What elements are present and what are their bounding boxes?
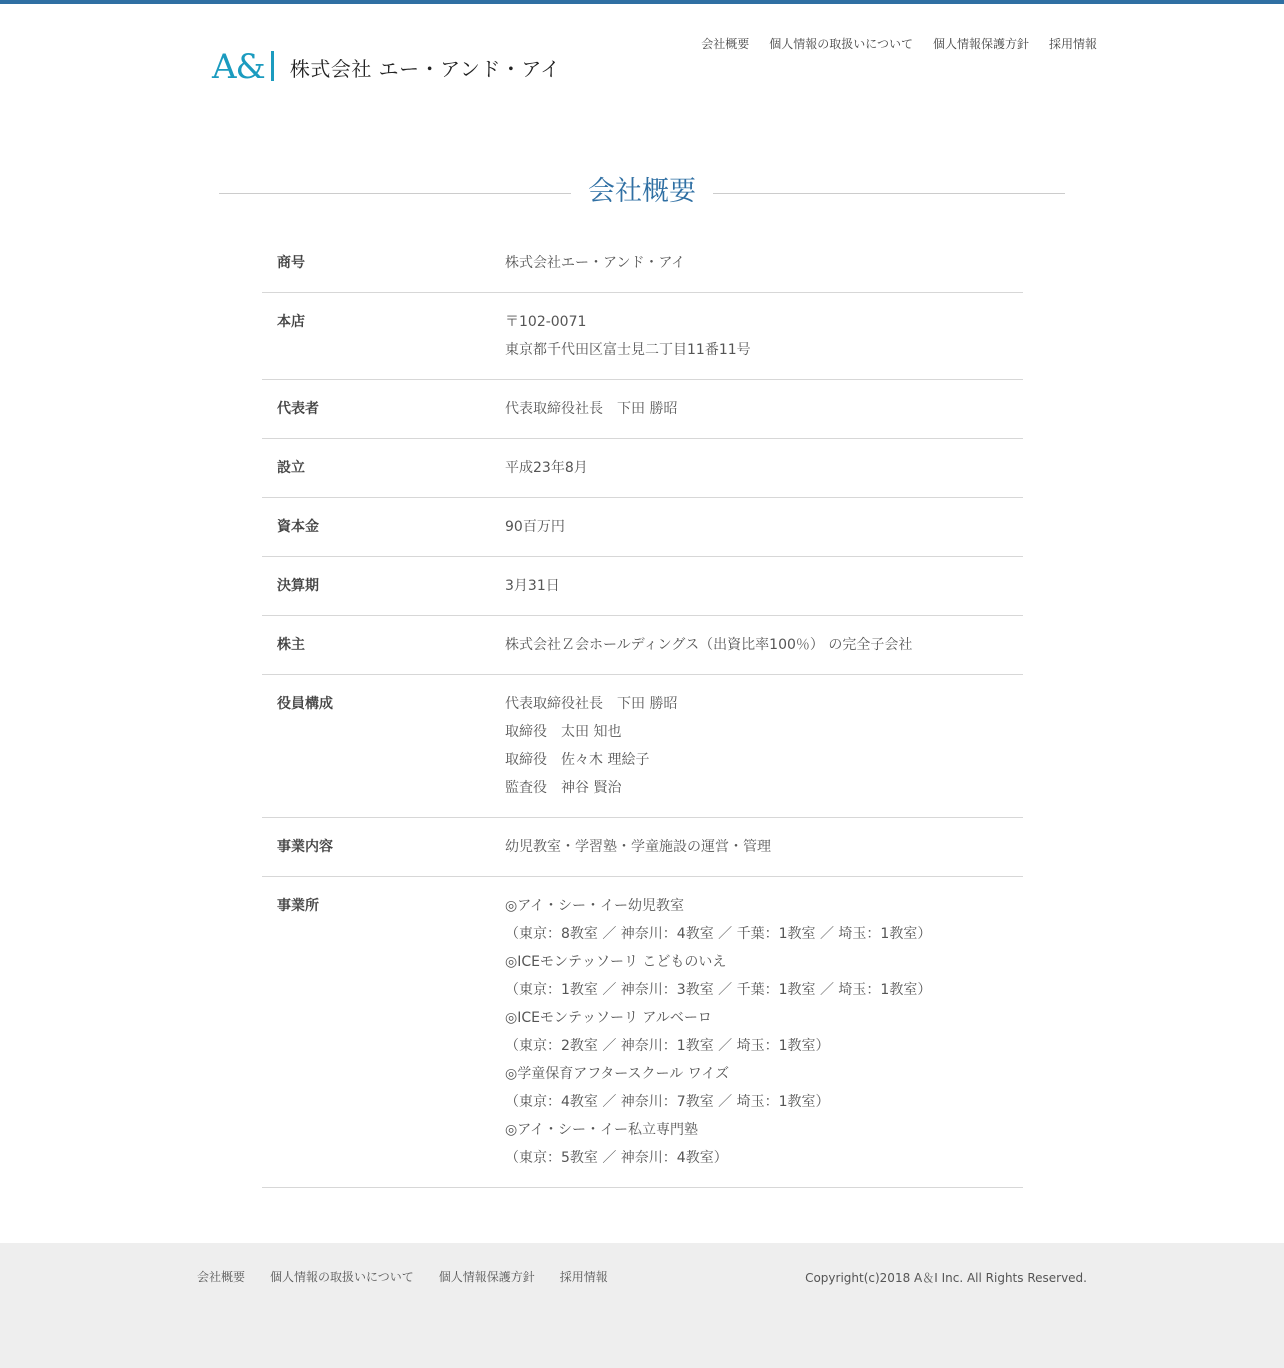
page-title: 会社概要 bbox=[588, 176, 696, 207]
row-value-line: 取締役 太田 知也 bbox=[505, 724, 622, 740]
row-value-line: 株式会社エー・アンド・アイ bbox=[505, 255, 686, 271]
row-value bbox=[505, 572, 1023, 600]
row-value bbox=[505, 631, 1023, 659]
row-label: 株主 bbox=[277, 637, 305, 653]
company-info-table bbox=[262, 234, 1023, 1188]
row-value-line: 代表取締役社長 下田 勝昭 bbox=[505, 696, 678, 712]
header-nav bbox=[701, 35, 1097, 52]
row-label: 役員構成 bbox=[277, 696, 333, 712]
row-label: 本店 bbox=[277, 314, 305, 330]
footer-nav-personal-info-handling[interactable]: 個人情報の取扱いについて bbox=[270, 1270, 414, 1284]
row-value-line: （東京：1教室 ／ 神奈川：3教室 ／ 千葉：1教室 ／ 埼玉：1教室） bbox=[505, 982, 932, 998]
row-value-line: 〒102-0071 bbox=[505, 314, 587, 330]
row-value bbox=[505, 892, 1023, 1172]
nav-privacy-policy[interactable]: 個人情報保護方針 bbox=[932, 37, 1029, 51]
row-value-line: （東京：8教室 ／ 神奈川：4教室 ／ 千葉：1教室 ／ 埼玉：1教室） bbox=[505, 926, 932, 942]
row-label: 代表者 bbox=[277, 401, 319, 417]
row-value bbox=[505, 513, 1023, 541]
nav-recruitment[interactable]: 採用情報 bbox=[1048, 37, 1097, 51]
row-value-line: 90百万円 bbox=[505, 519, 565, 535]
table-row bbox=[262, 380, 1023, 439]
footer-nav-recruitment[interactable]: 採用情報 bbox=[559, 1270, 608, 1284]
row-value-line: ◎アイ・シー・イー私立専門塾 bbox=[505, 1122, 698, 1138]
row-value-line: （東京：2教室 ／ 神奈川：1教室 ／ 埼玉：1教室） bbox=[505, 1038, 830, 1054]
table-row bbox=[262, 877, 1023, 1188]
row-value-line: （東京：4教室 ／ 神奈川：7教室 ／ 埼玉：1教室） bbox=[505, 1094, 830, 1110]
row-value-line: 東京都千代田区富士見二丁目11番11号 bbox=[505, 342, 751, 358]
row-label: 事業内容 bbox=[277, 839, 333, 855]
row-value-line: 平成23年8月 bbox=[505, 460, 588, 476]
table-row bbox=[262, 557, 1023, 616]
nav-company-overview[interactable]: 会社概要 bbox=[701, 37, 750, 51]
row-value-line: 幼児教室・学習塾・学童施設の運営・管理 bbox=[505, 839, 771, 855]
footer-nav bbox=[197, 1268, 608, 1285]
row-value-line: 3月31日 bbox=[505, 578, 560, 594]
row-value-line: 代表取締役社長 下田 勝昭 bbox=[505, 401, 678, 417]
logo-company-name: 株式会社 エー・アンド・アイ bbox=[289, 56, 561, 81]
footer-nav-company-overview[interactable]: 会社概要 bbox=[197, 1270, 246, 1284]
row-value-line: 取締役 佐々木 理絵子 bbox=[505, 752, 650, 768]
row-label: 資本金 bbox=[277, 519, 319, 535]
section-title bbox=[219, 173, 1065, 213]
row-value bbox=[505, 308, 1023, 364]
top-accent-bar bbox=[0, 0, 1284, 4]
row-value-line: （東京：5教室 ／ 神奈川：4教室） bbox=[505, 1150, 728, 1166]
table-row bbox=[262, 675, 1023, 818]
row-label: 商号 bbox=[277, 255, 305, 271]
nav-personal-info-handling[interactable]: 個人情報の取扱いについて bbox=[769, 37, 913, 51]
row-value bbox=[505, 249, 1023, 277]
row-value-line: ◎ICEモンテッソーリ アルベーロ bbox=[505, 1010, 712, 1026]
copyright: Copyright(c)2018 A＆I Inc. All Rights Reserved. bbox=[805, 1271, 1087, 1285]
row-value bbox=[505, 395, 1023, 423]
table-row bbox=[262, 234, 1023, 293]
row-value bbox=[505, 454, 1023, 482]
row-value bbox=[505, 690, 1023, 802]
logo-mark: A& bbox=[212, 50, 274, 84]
table-row bbox=[262, 616, 1023, 675]
table-row bbox=[262, 818, 1023, 877]
row-value-line: 監査役 神谷 賢治 bbox=[505, 780, 622, 796]
footer-nav-privacy-policy[interactable]: 個人情報保護方針 bbox=[438, 1270, 535, 1284]
row-label: 設立 bbox=[277, 460, 305, 476]
table-row bbox=[262, 293, 1023, 380]
row-value-line: ◎ICEモンテッソーリ こどものいえ bbox=[505, 954, 727, 970]
row-value-line: ◎アイ・シー・イー幼児教室 bbox=[505, 898, 684, 914]
row-label: 決算期 bbox=[277, 578, 319, 594]
row-value bbox=[505, 833, 1023, 861]
footer bbox=[0, 1243, 1284, 1368]
table-row bbox=[262, 498, 1023, 557]
row-value-line: 株式会社Ｚ会ホールディングス（出資比率100％） の完全子会社 bbox=[505, 637, 913, 653]
row-label: 事業所 bbox=[277, 898, 319, 914]
site-logo[interactable] bbox=[212, 47, 561, 87]
table-row bbox=[262, 439, 1023, 498]
row-value-line: ◎学童保育アフタースクール ワイズ bbox=[505, 1066, 730, 1082]
